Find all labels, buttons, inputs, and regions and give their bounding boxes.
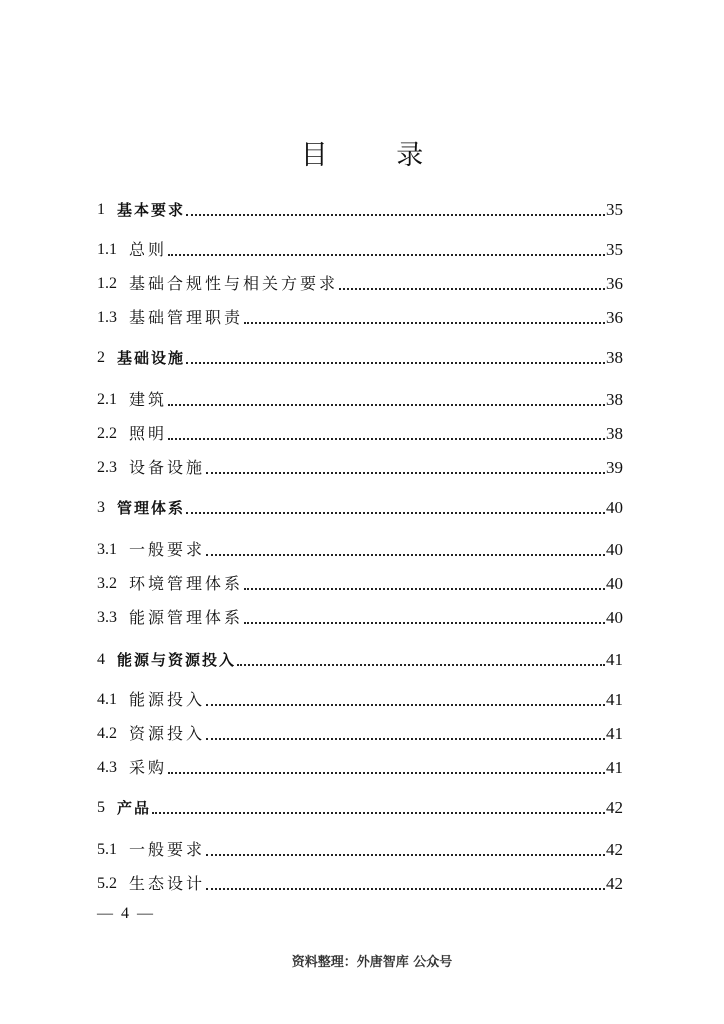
- toc-entry-number: 2: [97, 349, 105, 366]
- toc-entry[interactable]: [97, 722, 623, 744]
- toc-leader-dots: [244, 588, 605, 590]
- toc-entry[interactable]: [97, 538, 623, 560]
- toc-entry-page: 41: [606, 650, 623, 669]
- toc-entry[interactable]: [97, 572, 623, 594]
- toc-entry[interactable]: [97, 838, 623, 860]
- page-number: — 4 —: [97, 905, 155, 922]
- toc-entry-page: 36: [606, 274, 623, 293]
- toc-leader-dots: [206, 738, 605, 740]
- toc-entry-number: 4: [97, 651, 105, 668]
- toc-entry-page: 41: [606, 758, 623, 777]
- toc-entry[interactable]: [97, 422, 623, 444]
- toc-entry-label: 基础设施: [117, 349, 186, 367]
- toc-entry-page: 42: [606, 874, 623, 893]
- toc-entry-page: 38: [606, 390, 623, 409]
- toc-entry[interactable]: [97, 872, 623, 894]
- toc-entry[interactable]: [97, 272, 623, 294]
- toc-entry-number: 5: [97, 799, 105, 816]
- toc-entry-label: 产品: [117, 799, 152, 817]
- toc-leader-dots: [152, 812, 605, 814]
- toc-leader-dots: [168, 254, 605, 256]
- toc-entry[interactable]: [97, 306, 623, 328]
- toc-entry-label: 基础管理职责: [129, 308, 244, 327]
- toc-entry-number: 2.3: [97, 459, 117, 476]
- toc-entry[interactable]: [97, 756, 623, 778]
- toc-entry-label: 能源管理体系: [129, 608, 244, 627]
- toc-entry-page: 41: [606, 724, 623, 743]
- toc-entry-page: 40: [606, 498, 623, 517]
- toc-leader-dots: [237, 664, 605, 666]
- toc-entry-page: 36: [606, 308, 623, 327]
- toc-entry-label: 建筑: [129, 390, 168, 409]
- toc-entry[interactable]: [97, 796, 623, 818]
- toc-entry-page: 39: [606, 458, 623, 477]
- toc-entry-page: 40: [606, 540, 623, 559]
- toc-leader-dots: [244, 622, 605, 624]
- toc-entry-label: 一般要求: [129, 540, 206, 559]
- toc-entry-number: 5.2: [97, 875, 117, 892]
- toc-entry-page: 40: [606, 574, 623, 593]
- toc-entry[interactable]: [97, 606, 623, 628]
- toc-entry-label: 生态设计: [129, 874, 206, 893]
- toc-entry-number: 1.2: [97, 275, 117, 292]
- toc-entry-page: 41: [606, 690, 623, 709]
- toc-leader-dots: [186, 512, 605, 514]
- toc-entry-label: 设备设施: [129, 458, 206, 477]
- toc-entry-number: 2.1: [97, 391, 117, 408]
- toc-leader-dots: [168, 438, 605, 440]
- toc-entry[interactable]: [97, 688, 623, 710]
- toc-entry-number: 3.3: [97, 609, 117, 626]
- toc-leader-dots: [186, 362, 605, 364]
- toc-leader-dots: [206, 888, 605, 890]
- toc-entry-label: 管理体系: [117, 499, 186, 517]
- toc-entry-label: 总则: [129, 240, 168, 259]
- toc-entry[interactable]: [97, 496, 623, 518]
- toc-entry-label: 照明: [129, 424, 168, 443]
- toc-entry[interactable]: [97, 648, 623, 670]
- toc-entry-number: 3.1: [97, 541, 117, 558]
- toc-entry[interactable]: [97, 456, 623, 478]
- toc-entry-number: 2.2: [97, 425, 117, 442]
- toc-leader-dots: [168, 772, 605, 774]
- toc-entry[interactable]: [97, 238, 623, 260]
- toc-entry-number: 4.3: [97, 759, 117, 776]
- toc-entry-number: 4.1: [97, 691, 117, 708]
- toc-entry-page: 38: [606, 348, 623, 367]
- toc-leader-dots: [206, 704, 605, 706]
- toc-entry-number: 1: [97, 201, 105, 218]
- toc-entry-number: 5.1: [97, 841, 117, 858]
- toc-leader-dots: [339, 288, 605, 290]
- toc-entry[interactable]: [97, 388, 623, 410]
- toc-entry-page: 40: [606, 608, 623, 627]
- toc-entry[interactable]: [97, 198, 623, 220]
- toc-entry-page: 42: [606, 798, 623, 817]
- toc-entry-label: 基本要求: [117, 201, 186, 219]
- page-title: 目 录: [300, 140, 454, 171]
- toc-entry-number: 3.2: [97, 575, 117, 592]
- toc-entry-label: 资源投入: [129, 724, 206, 743]
- toc-entry-label: 采购: [129, 758, 168, 777]
- toc-entry-label: 能源与资源投入: [117, 651, 237, 669]
- toc-entry[interactable]: [97, 346, 623, 368]
- toc-entry-number: 1.3: [97, 309, 117, 326]
- toc-leader-dots: [244, 322, 605, 324]
- toc-entry-label: 环境管理体系: [129, 574, 244, 593]
- toc-entry-number: 4.2: [97, 725, 117, 742]
- toc-entry-number: 1.1: [97, 241, 117, 258]
- toc-entry-label: 能源投入: [129, 690, 206, 709]
- toc-entry-page: 35: [606, 200, 623, 219]
- toc-leader-dots: [168, 404, 605, 406]
- watermark-text: 资料整理：外唐智库 公众号: [291, 955, 453, 970]
- toc-entry-label: 一般要求: [129, 840, 206, 859]
- toc-entry-page: 35: [606, 240, 623, 259]
- toc-leader-dots: [206, 554, 605, 556]
- toc-entry-label: 基础合规性与相关方要求: [129, 274, 339, 293]
- toc-leader-dots: [206, 472, 605, 474]
- toc-entry-number: 3: [97, 499, 105, 516]
- toc-entry-page: 42: [606, 840, 623, 859]
- toc-leader-dots: [186, 214, 605, 216]
- toc-entry-page: 38: [606, 424, 623, 443]
- toc-leader-dots: [206, 854, 605, 856]
